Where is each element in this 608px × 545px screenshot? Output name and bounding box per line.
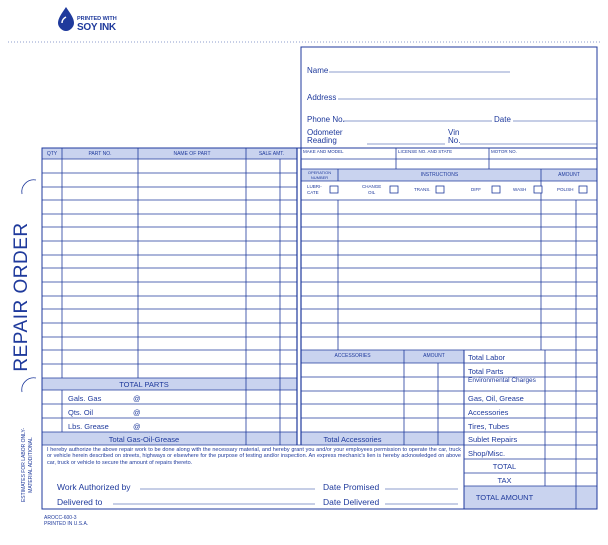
printed-in: PRINTED IN U.S.A. <box>44 521 89 527</box>
vin-field[interactable] <box>460 132 597 144</box>
total-labor-label: Total Labor <box>468 353 506 362</box>
total-parts-summary-label: Total Parts <box>468 367 504 376</box>
make-model-label: MAKE AND MODEL <box>303 149 344 154</box>
total-label: TOTAL <box>492 462 517 471</box>
col-part-name: NAME OF PART <box>173 151 211 157</box>
col-instructions: INSTRUCTIONS <box>420 172 459 178</box>
work-authorized-field[interactable] <box>140 478 315 489</box>
check-polish[interactable] <box>579 186 587 193</box>
operations-table-body[interactable] <box>301 200 597 350</box>
check-diff[interactable] <box>492 186 500 193</box>
col-qty: QTY <box>46 151 58 157</box>
oil-at: @ <box>133 408 141 417</box>
total-amount-label: TOTAL AMOUNT <box>475 493 534 502</box>
col-operation-number: OPERATION NUMBER <box>307 170 332 180</box>
date-delivered-label: Date Delivered <box>323 497 380 507</box>
total-gas-oil-grease-label: Total Gas-Oil-Grease <box>108 435 180 444</box>
phone-field[interactable] <box>343 109 492 121</box>
col-part-no: PART NO. <box>88 151 112 157</box>
check-lubricate[interactable] <box>330 186 338 193</box>
gas-at: @ <box>133 394 141 403</box>
delivered-to-field[interactable] <box>113 493 315 504</box>
check-wash[interactable] <box>534 186 542 193</box>
environmental-charges-label: Environmental Charges <box>468 377 536 384</box>
parts-table-body[interactable] <box>42 159 297 378</box>
check-trans[interactable] <box>436 186 444 193</box>
estimate-note: ESTIMATES FOR LABOR ONLY- MATERIAL ADDITIONAL <box>21 427 34 503</box>
delivered-to-label: Delivered to <box>57 497 103 507</box>
date-field[interactable] <box>513 109 597 121</box>
check-wash-label: WASH <box>513 187 527 192</box>
soy-ink-logo-icon <box>58 7 74 31</box>
accessories-amount-header: AMOUNT <box>423 353 445 359</box>
total-parts-label: TOTAL PARTS <box>119 380 169 389</box>
repair-order-title: REPAIR ORDER <box>11 222 32 372</box>
address-field[interactable] <box>338 87 597 99</box>
work-authorized-label: Work Authorized by <box>57 482 131 492</box>
accessories-header: ACCESSORIES <box>334 353 371 359</box>
tax-label: TAX <box>497 476 512 485</box>
grease-at: @ <box>133 422 141 431</box>
lbs-grease-label: Lbs. Grease <box>68 422 109 431</box>
col-amount: AMOUNT <box>558 172 580 178</box>
date-label: Date <box>494 115 511 124</box>
qts-oil-label: Qts. Oil <box>68 408 94 417</box>
license-label: LICENSE NO. AND STATE <box>398 149 453 154</box>
check-change-oil[interactable] <box>390 186 398 193</box>
check-diff-label: DIFF <box>471 187 481 192</box>
check-polish-label: POLISH <box>557 187 574 192</box>
shop-misc-label: Shop/Misc. <box>468 449 506 458</box>
vin-label: Vin No. <box>448 128 461 145</box>
date-promised-field[interactable] <box>385 478 458 489</box>
odometer-field[interactable] <box>367 132 445 144</box>
name-field[interactable] <box>329 60 510 72</box>
gas-oil-grease-label: Gas, Oil, Grease <box>468 394 524 403</box>
check-trans-label: TRANS. <box>414 187 431 192</box>
form-code: AROCC-600-3 <box>44 515 77 521</box>
name-label: Name <box>307 66 329 75</box>
accessories-summary-label: Accessories <box>468 408 509 417</box>
total-accessories-label: Total Accessories <box>323 435 382 444</box>
authorization-text: I hereby authorize the above repair work to be done along with the necessary material, and hereby grant you and/or your employees permission to operate the car, truck or vehicle herein described on streets, highways or elsewhere for the purpose of testing and/or inspection. An express mechanic's lien is hereby acknowledged on above car, truck or vehicle to secure the amount of repairs thereto. <box>47 447 461 466</box>
check-lubricate-label: LUBRI- CATE <box>307 184 322 195</box>
tires-tubes-label: Tires, Tubes <box>468 422 509 431</box>
date-promised-label: Date Promised <box>323 482 380 492</box>
odometer-label: Odometer Reading <box>307 128 343 145</box>
sublet-repairs-label: Sublet Repairs <box>468 435 518 444</box>
gals-gas-label: Gals. Gas <box>68 394 102 403</box>
col-sale-amt: SALE AMT. <box>258 151 285 157</box>
phone-label: Phone No. <box>307 115 345 124</box>
address-label: Address <box>307 93 337 102</box>
logo-line1: PRINTED WITH <box>77 16 117 22</box>
check-change-oil-label: CHANGE OIL <box>362 184 382 195</box>
logo-line2: SOY INK <box>77 22 116 33</box>
date-delivered-field[interactable] <box>385 493 458 504</box>
motor-label: MOTOR NO. <box>491 149 517 154</box>
